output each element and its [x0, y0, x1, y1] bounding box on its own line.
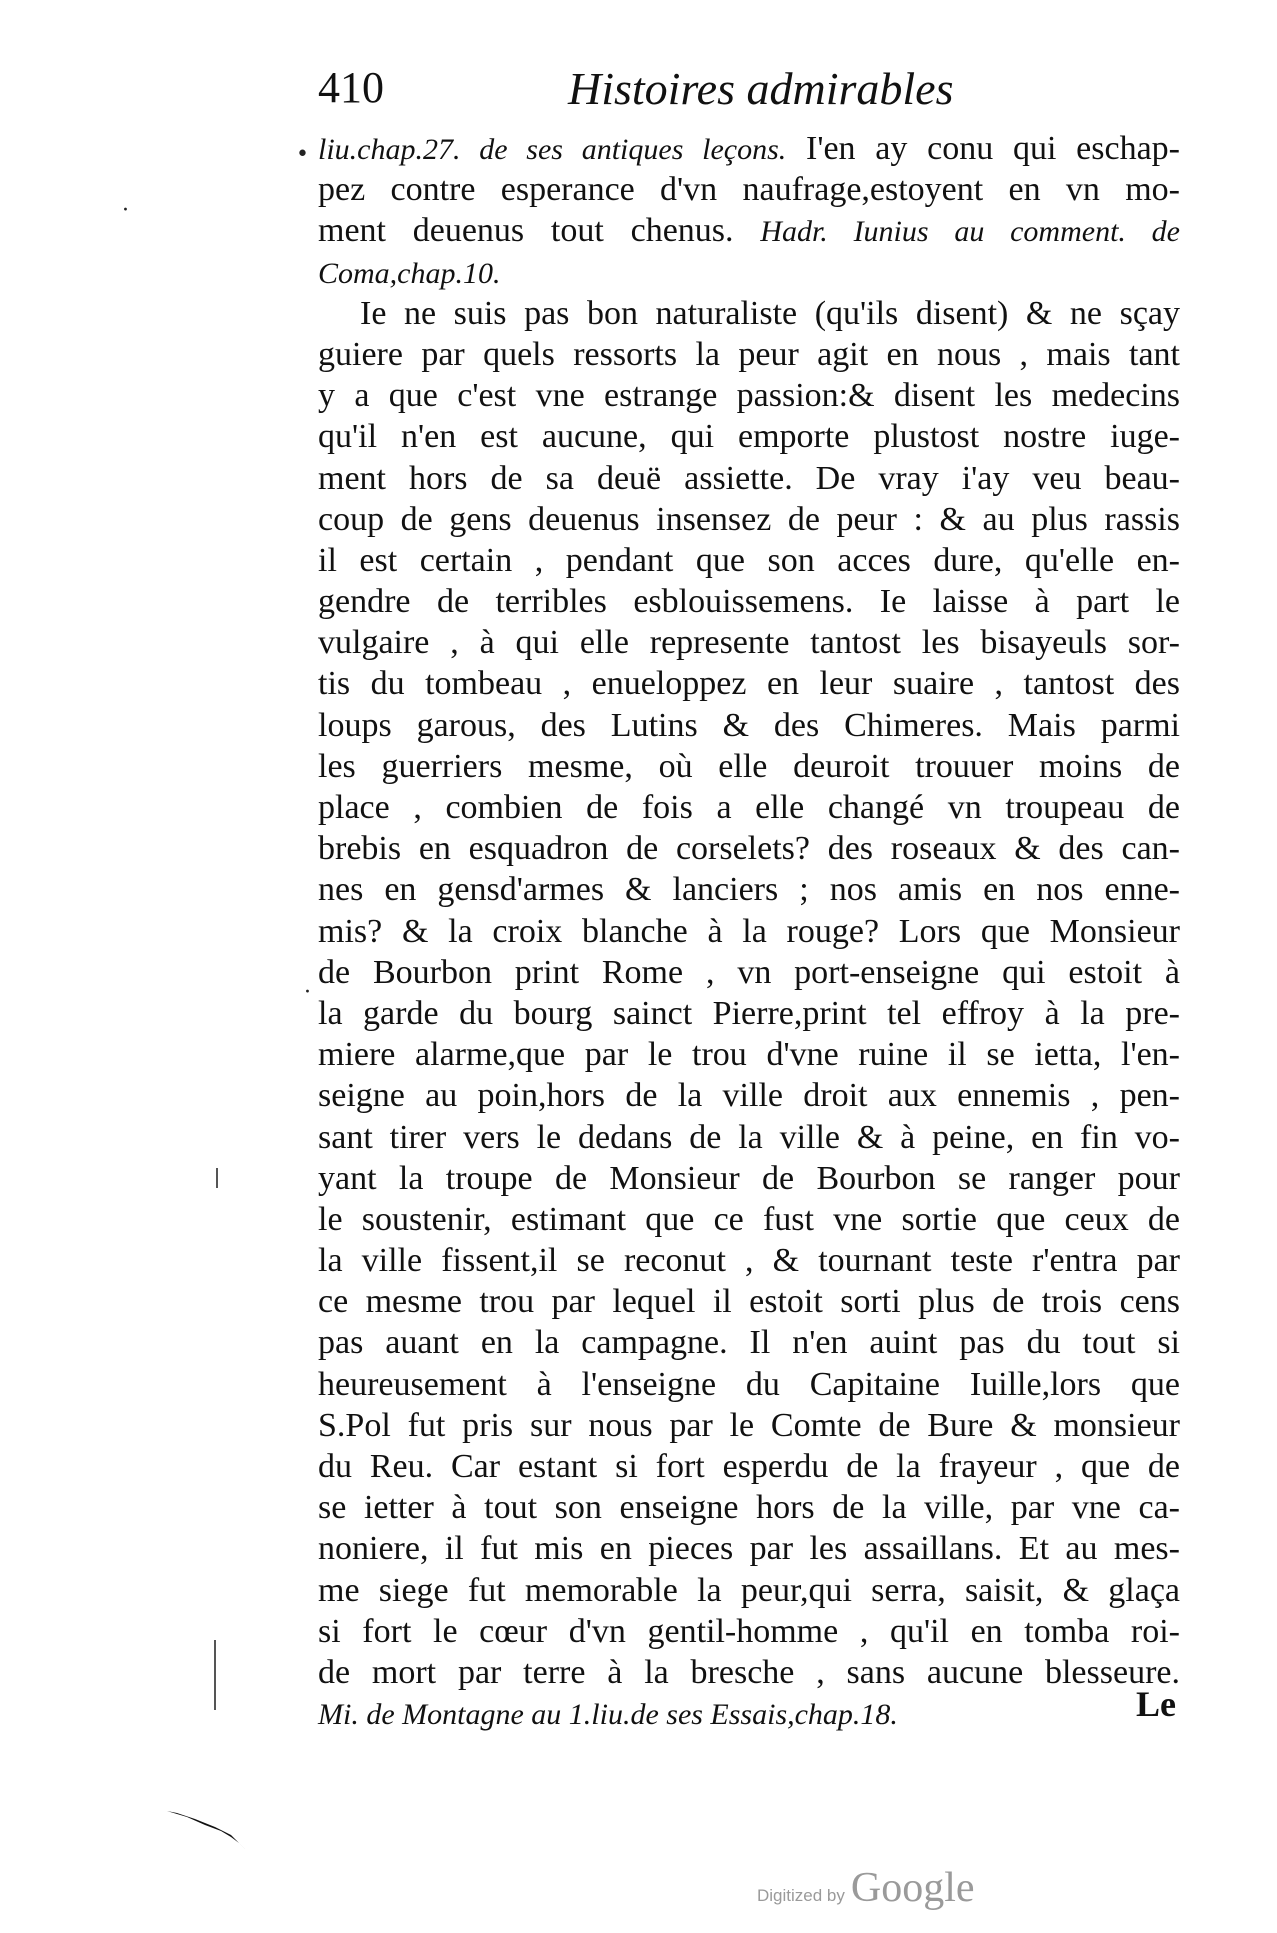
text-line: [318, 663, 1180, 704]
text-line: [318, 375, 1180, 416]
line-text: S.Pol fut pris sur nous par le Comte de Bure & monsieur: [318, 1406, 1180, 1444]
line-text: I'en ay conu qui eschap-: [786, 130, 1180, 167]
text-line: [318, 540, 1180, 581]
text-line: [318, 1158, 1180, 1199]
text-line: [318, 1446, 1180, 1487]
scan-smudge: [165, 1805, 247, 1851]
marginal-citation: Mi. de Montagne au 1.liu.de ses Essais,chap.18.: [318, 1698, 898, 1732]
marginal-citation: Hadr. Iunius au comment. de: [760, 215, 1180, 249]
line-text: la garde du bourg sainct Pierre,print tel effroy à la pre-: [318, 994, 1180, 1032]
line-text: tis du tombeau , enueloppez en leur suaire , tantost des: [318, 665, 1180, 703]
text-line: [318, 1652, 1180, 1693]
line-text: de Bourbon print Rome , vn port-enseigne qui estoit à: [318, 953, 1180, 991]
text-line: [318, 1322, 1180, 1363]
line-text: si fort le cœur d'vn gentil-homme , qu'il en tomba roi-: [318, 1612, 1180, 1650]
text-line: [318, 334, 1180, 375]
text-line: [318, 293, 1180, 334]
text-line: [318, 828, 1180, 869]
line-text: le soustenir, estimant que ce fust vne sortie que ceux de: [318, 1200, 1180, 1238]
line-text: miere alarme,que par le trou d'vne ruine il se ietta, l'en-: [318, 1036, 1180, 1074]
line-text: coup de gens deuenus insensez de peur : & au plus rassis: [318, 500, 1180, 538]
text-line: [318, 911, 1180, 952]
catchword: Le: [1136, 1684, 1176, 1724]
google-logo: Google: [850, 1865, 975, 1911]
text-line: [318, 581, 1180, 622]
line-text: Ie ne suis pas bon naturaliste (qu'ils disent) & ne sçay: [360, 294, 1180, 332]
line-text: nes en gensd'armes & lanciers ; nos amis en nos enne-: [318, 871, 1180, 909]
line-text: pas auant en la campagne. Il n'en auint pas du tout si: [318, 1324, 1180, 1362]
text-line: [318, 458, 1180, 499]
text-line: [318, 952, 1180, 993]
text-line: [318, 1240, 1180, 1281]
text-line: [318, 1528, 1180, 1569]
text-line: [318, 210, 1180, 251]
text-line: [318, 1075, 1180, 1116]
line-text: les guerriers mesme, où elle deuroit trouuer moins de: [318, 747, 1180, 785]
line-text: de mort par terre à la bresche , sans aucune blesseure.: [318, 1653, 1180, 1691]
page-header: [318, 62, 1198, 122]
text-line: [318, 1117, 1180, 1158]
text-line: [318, 622, 1180, 663]
margin-dot: ·: [122, 198, 129, 223]
text-line: [318, 1570, 1180, 1611]
margin-dot: ·: [304, 980, 311, 1005]
text-line: [318, 1281, 1180, 1322]
page-number: 410: [318, 63, 384, 112]
line-text: guiere par quels ressorts la peur agit en nous , mais tant: [318, 335, 1180, 373]
line-text: place , combien de fois a elle changé vn troupeau de: [318, 789, 1180, 826]
text-line: [318, 499, 1180, 540]
line-text: yant la troupe de Monsieur de Bourbon se ranger pour: [318, 1159, 1180, 1197]
line-text: gendre de terribles esblouissemens. Ie laisse à part le: [318, 583, 1180, 621]
text-line: [318, 1487, 1180, 1528]
text-line: [318, 869, 1180, 910]
line-text: ment hors de sa deuë assiette. De vray i'ay veu beau-: [318, 459, 1180, 497]
margin-tick: [216, 1168, 218, 1188]
line-text: il est certain , pendant que son acces dure, qu'elle en-: [318, 541, 1180, 579]
line-text: loups garous, des Lutins & des Chimeres. Mais parmi: [318, 706, 1180, 744]
line-text: brebis en esquadron de corselets? des roseaux & des can-: [318, 830, 1180, 868]
marginal-citation: Coma,chap.10.: [318, 256, 501, 290]
body-text: [318, 128, 1180, 1734]
text-line: [318, 128, 1180, 169]
line-text: noniere, il fut mis en pieces par les assaillans. Et au mes-: [318, 1530, 1180, 1568]
text-line: [318, 1364, 1180, 1405]
line-text: mis? & la croix blanche à la rouge? Lors que Monsieur: [318, 912, 1180, 950]
text-line: [318, 1034, 1180, 1075]
line-text: du Reu. Car estant si fort esperdu de la frayeur , que de: [318, 1448, 1180, 1485]
margin-dot: •: [296, 142, 309, 167]
line-text: seigne au poin,hors de la ville droit aux ennemis , pen-: [318, 1077, 1180, 1115]
watermark-prefix: Digitized by: [757, 1886, 845, 1905]
line-text: pez contre esperance d'vn naufrage,estoyent en vn mo-: [318, 171, 1180, 209]
margin-rule: [214, 1640, 216, 1710]
text-line: [318, 1693, 1180, 1734]
line-text: ment deuenus tout chenus.: [318, 212, 761, 250]
line-text: se ietter à tout son enseigne hors de la ville, par vne ca-: [318, 1489, 1180, 1527]
line-text: y a que c'est vne estrange passion:& disent les medecins: [318, 377, 1180, 415]
line-text: ce mesme trou par lequel il estoit sorti plus de trois cens: [318, 1283, 1180, 1321]
marginal-citation: liu.chap.27. de ses antiques leçons.: [318, 133, 787, 166]
text-line: [318, 993, 1180, 1034]
text-line: [318, 787, 1180, 828]
text-line: [318, 705, 1180, 746]
text-line: [318, 252, 1180, 293]
line-text: sant tirer vers le dedans de la ville & à peine, en fin vo-: [318, 1118, 1180, 1156]
text-line: [318, 1611, 1180, 1652]
digitized-watermark: [757, 1864, 975, 1912]
text-line: [318, 1199, 1180, 1240]
line-text: la ville fissent,il se reconut , & tournant teste r'entra par: [318, 1242, 1180, 1280]
running-title: Histoires admirables: [568, 63, 954, 114]
line-text: me siege fut memorable la peur,qui serra, saisit, & glaça: [318, 1571, 1180, 1609]
text-line: [318, 416, 1180, 457]
text-line: [318, 746, 1180, 787]
line-text: vulgaire , à qui elle represente tantost les bisayeuls sor-: [318, 624, 1180, 662]
text-line: [318, 169, 1180, 210]
text-line: [318, 1405, 1180, 1446]
line-text: qu'il n'en est aucune, qui emporte plustost nostre iuge-: [318, 418, 1180, 456]
line-text: heureusement à l'enseigne du Capitaine Iuille,lors que: [318, 1365, 1180, 1403]
